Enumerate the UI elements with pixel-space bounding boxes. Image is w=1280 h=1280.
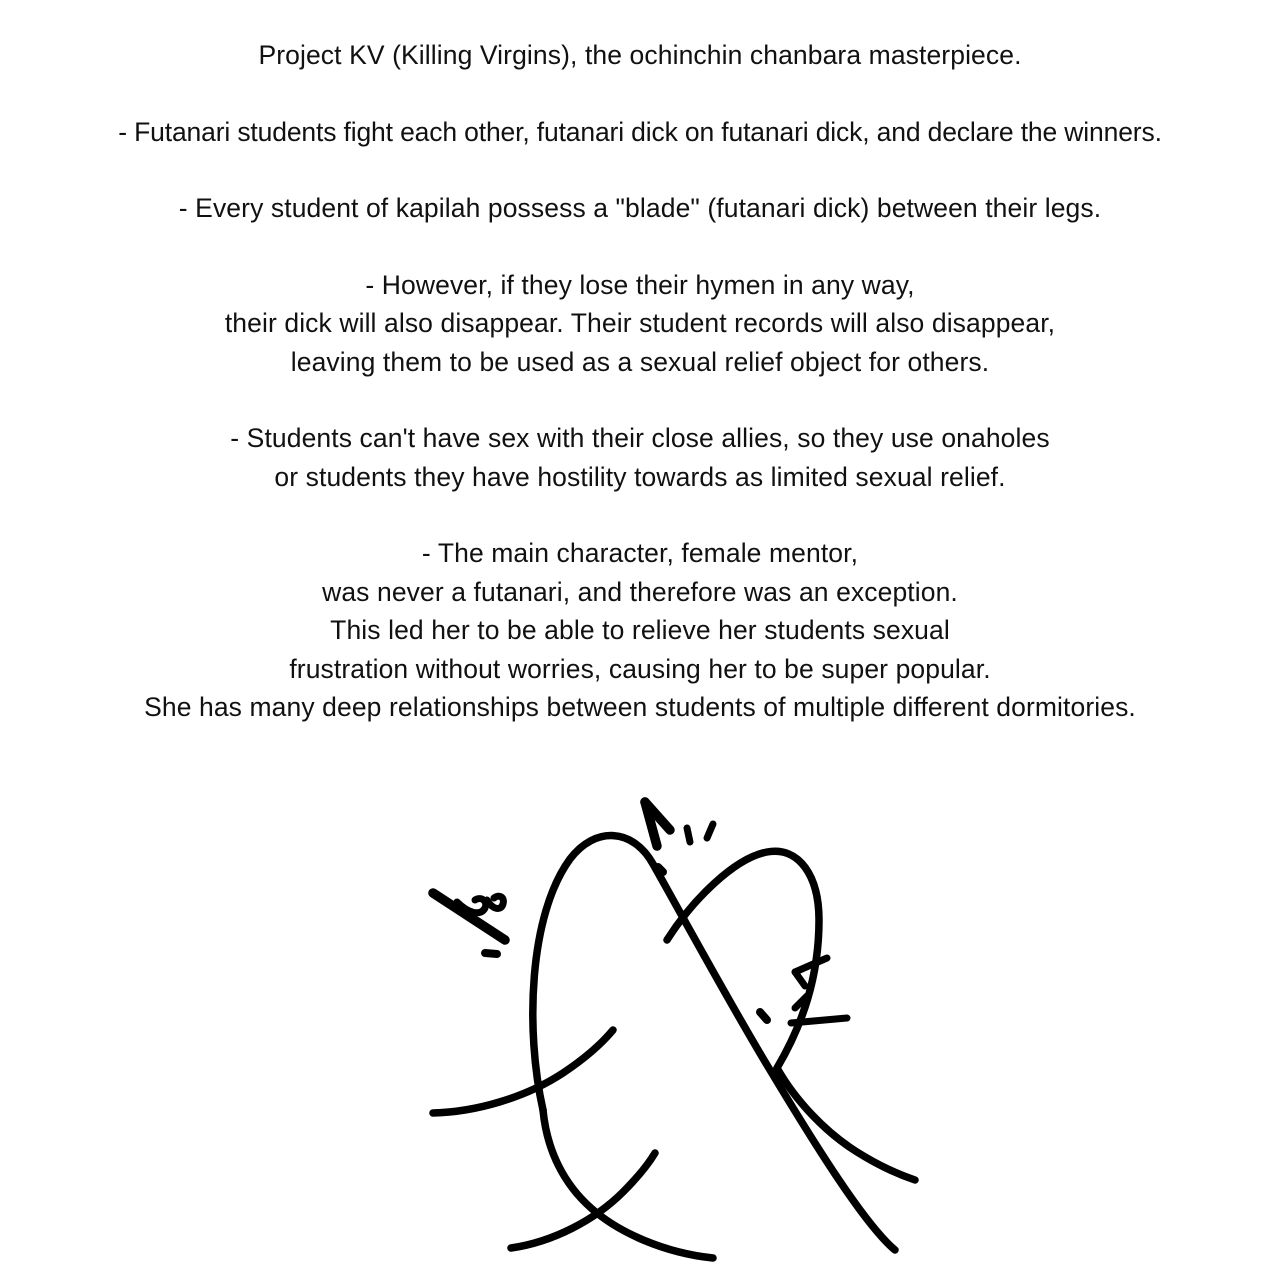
left-blade-stroke [533, 836, 895, 1250]
spark-stroke [487, 896, 503, 908]
text-line: frustration without worries, causing her to be super popular. [289, 653, 991, 684]
spark-dot [760, 1012, 767, 1020]
text-line: leaving them to be used as a sexual relief object for others. [290, 346, 990, 377]
right-blade-stroke [667, 851, 819, 1068]
lower-left-tail-stroke [433, 1030, 613, 1113]
text-line: - However, if they lose their hymen in any way, [365, 269, 915, 300]
spark-stroke [707, 824, 713, 838]
text-line: She has many deep relationships between students of multiple different dormitories. [144, 692, 1136, 722]
text-line: - Students can't have sex with their close allies, so they use onaholes [230, 423, 1050, 453]
text-line: - Every student of kapilah possess a "blade" (futanari dick) between their legs. [178, 193, 1102, 223]
text-line: or students they have hostility towards as limited sexual relief. [274, 461, 1006, 492]
title-paragraph [0, 36, 1280, 75]
sketch-svg [395, 780, 925, 1280]
text-line: was never a futanari, and therefore was an exception. [322, 576, 958, 607]
text-line: - The main character, female mentor, [421, 538, 859, 568]
text-line: - Futanari students fight each other, futanari dick on futanari dick, and declare the winners. [118, 116, 1162, 147]
spark-stroke [791, 1018, 847, 1023]
spark-stroke [687, 828, 690, 842]
rule-allies-paragraph [0, 419, 1280, 496]
spark-dot [485, 953, 497, 954]
text-line: their dick will also disappear. Their student records will also disappear, [224, 308, 1056, 338]
crossed-blades-heart-sketch [395, 780, 925, 1280]
text-line: This led her to be able to relieve her students sexual [330, 615, 950, 645]
right-blade-tail-stroke [777, 1068, 915, 1180]
left-spark-mark [433, 893, 505, 954]
rule-fight-paragraph [0, 113, 1280, 152]
text-line: Project KV (Killing Virgins), the ochinchin chanbara masterpiece. [258, 40, 1022, 70]
spark-stroke [795, 972, 805, 986]
main-character-paragraph [0, 534, 1280, 727]
rule-blade-paragraph [0, 189, 1280, 228]
spark-dot [658, 867, 663, 872]
rule-hymen-paragraph [0, 266, 1280, 382]
